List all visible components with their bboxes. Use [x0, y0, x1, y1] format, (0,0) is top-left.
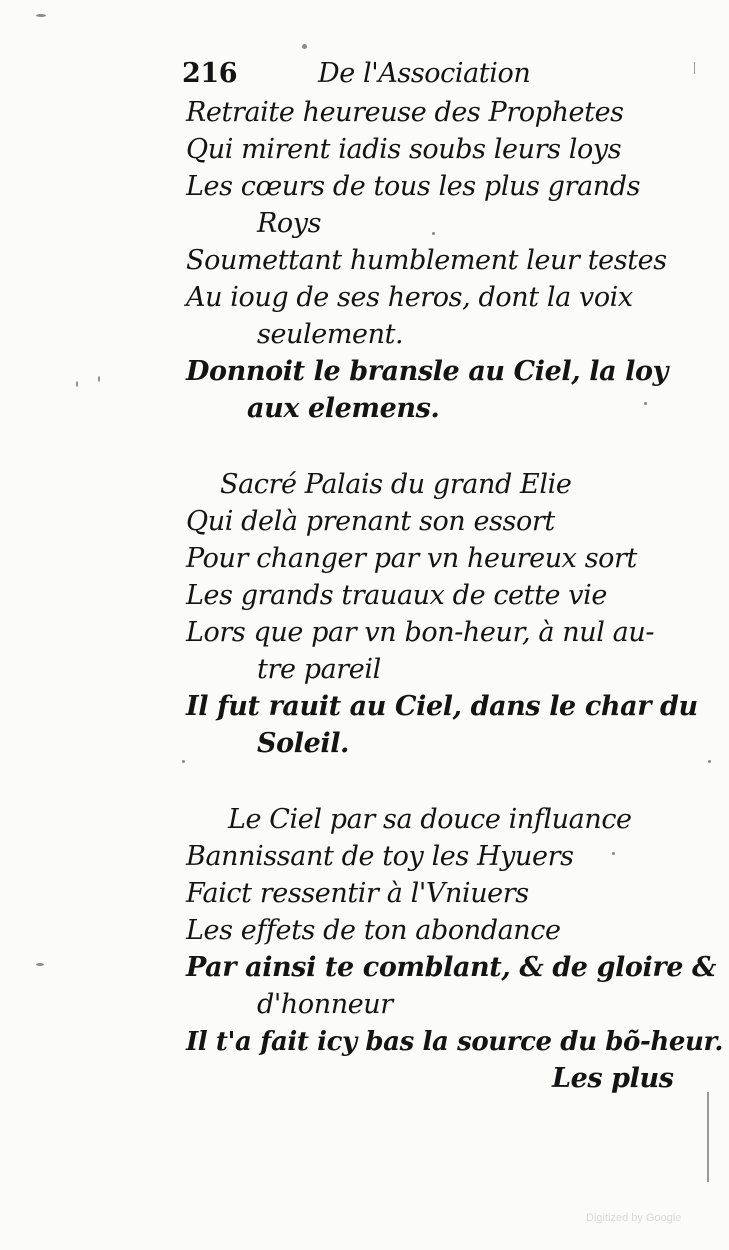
verse-line: Qui mirent iadis soubs leurs loys — [186, 134, 622, 165]
verse-line: Qui delà prenant son essort — [186, 506, 555, 537]
verse-line: Bannissant de toy les Hyuers — [186, 841, 574, 872]
verse-line-continuation: aux elemens. — [247, 393, 440, 424]
verse-line: Soumettant humblement leur testes — [186, 245, 667, 276]
verse-line: Il t'a fait icy bas la source du bõ-heur. — [186, 1027, 724, 1057]
page-edge-mark — [707, 1092, 709, 1182]
verse-line-continuation: d'honneur — [257, 989, 393, 1020]
verse-line-continuation: tre pareil — [257, 654, 381, 685]
verse-line: Lors que par vn bon-heur, à nul au- — [186, 617, 655, 648]
stanza-first-line: Le Ciel par sa douce influance — [228, 804, 632, 835]
verse-line-continuation: Soleil. — [257, 728, 350, 759]
verse-line: Pour changer par vn heureux sort — [186, 543, 637, 574]
verse-line: Retraite heureuse des Prophetes — [186, 97, 624, 128]
running-title: De l'Association — [318, 58, 531, 89]
verse-line: Il fut rauit au Ciel, dans le char du — [186, 691, 698, 722]
verse-line-continuation: Roys — [257, 208, 322, 239]
verse-line: Les cœurs de tous les plus grands — [186, 171, 641, 202]
verse-line: Faict ressentir à l'Vniuers — [186, 878, 529, 909]
watermark: Digitized by Google — [586, 1212, 682, 1224]
page-edge-mark — [694, 62, 695, 74]
verse-line: Par ainsi te comblant, & de gloire & — [186, 952, 716, 983]
verse-line-continuation: seulement. — [257, 319, 404, 350]
verse-line: Les effets de ton abondance — [186, 915, 561, 946]
verse-line: Les grands trauaux de cette vie — [186, 580, 607, 611]
catchword: Les plus — [552, 1063, 674, 1094]
verse-line: Donnoit le bransle au Ciel, la loy — [186, 356, 668, 387]
page-number: 216 — [182, 58, 238, 89]
verse-line: Au ioug de ses heros, dont la voix — [186, 282, 633, 313]
stanza-first-line: Sacré Palais du grand Elie — [220, 469, 572, 500]
